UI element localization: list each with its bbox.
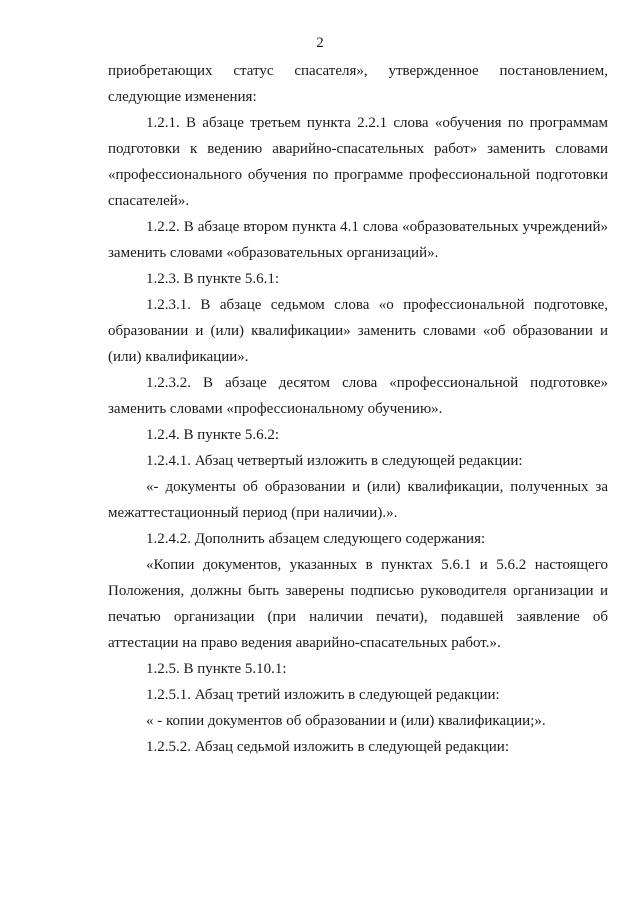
- text-line: 1.2.5.2. Абзац седьмой изложить в следующей редакции:: [146, 739, 510, 755]
- text-line: подготовки к ведению аварийно-спасательных работ» заменить словами: [108, 141, 608, 157]
- text-line: межаттестационный период (при наличии).».: [108, 505, 398, 521]
- text-line: следующие изменения:: [108, 89, 257, 105]
- text-line: «- документы об образовании и (или) квалификации, полученных за: [146, 479, 608, 495]
- text-line: заменить словами «профессиональному обучению».: [108, 401, 443, 417]
- text-line: 1.2.5.1. Абзац третий изложить в следующей редакции:: [146, 687, 500, 703]
- page-number: 2: [316, 35, 324, 51]
- text-line: «профессионального обучения по программе профессиональной подготовки: [108, 167, 608, 183]
- text-line: 1.2.3. В пункте 5.6.1:: [146, 271, 280, 287]
- text-line: « - копии документов об образовании и (или) квалификации;».: [146, 713, 546, 729]
- text-line: (или) квалификации».: [108, 349, 249, 365]
- text-line: 1.2.2. В абзаце втором пункта 4.1 слова «образовательных учреждений»: [146, 219, 608, 235]
- text-line: 1.2.4.2. Дополнить абзацем следующего содержания:: [146, 531, 486, 547]
- text-line: спасателей».: [108, 193, 190, 209]
- text-line: приобретающих статус спасателя», утвержденное постановлением,: [108, 63, 608, 79]
- text-line: заменить словами «образовательных организаций».: [108, 245, 439, 261]
- text-line: 1.2.3.2. В абзаце десятом слова «профессиональной подготовке»: [146, 375, 608, 391]
- text-line: 1.2.5. В пункте 5.10.1:: [146, 661, 287, 677]
- text-line: образовании и (или) квалификации» заменить словами «об образовании и: [108, 323, 608, 339]
- text-line: 1.2.1. В абзаце третьем пункта 2.2.1 слова «обучения по программам: [146, 115, 608, 131]
- text-line: 1.2.3.1. В абзаце седьмом слова «о профессиональной подготовке,: [146, 297, 608, 313]
- text-line: «Копии документов, указанных в пунктах 5.6.1 и 5.6.2 настоящего: [146, 557, 608, 573]
- text-line: печатью организации (при наличии печати), подавшей заявление об: [108, 609, 608, 625]
- text-line: Положения, должны быть заверены подписью руководителя организации и: [108, 583, 608, 599]
- text-line: 1.2.4.1. Абзац четвертый изложить в следующей редакции:: [146, 453, 523, 469]
- text-line: аттестации на право ведения аварийно-спасательных работ.».: [108, 635, 501, 651]
- text-line: 1.2.4. В пункте 5.6.2:: [146, 427, 280, 443]
- document-body: [108, 58, 608, 760]
